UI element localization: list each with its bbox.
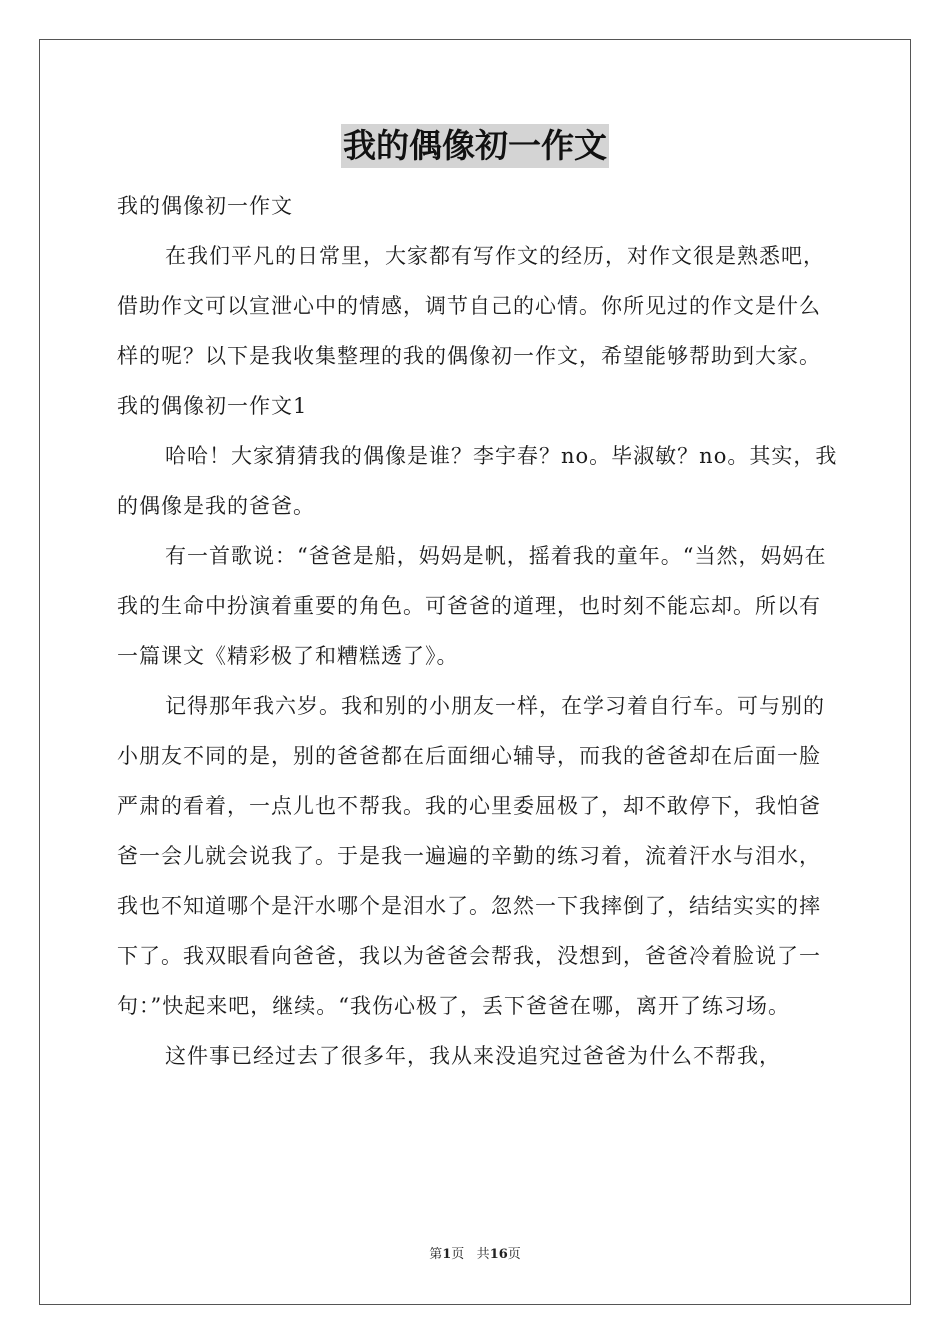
total-pages-number: 16	[489, 1247, 508, 1262]
current-page-number: 1	[442, 1247, 452, 1262]
footer-total-suffix: 页	[507, 1247, 521, 1262]
subtitle: 我的偶像初一作文	[117, 194, 293, 218]
body-paragraph: 哈哈！大家猜猜我的偶像是谁？李宇春？no。毕淑敏？no。其实，我的偶像是我的爸爸。	[117, 444, 838, 518]
document-body	[117, 181, 841, 1081]
footer-page-word: 页	[451, 1247, 465, 1262]
body-paragraph: 有一首歌说：“爸爸是船，妈妈是帆，摇着我的童年。“当然，妈妈在我的生命中扮演着重要的角色。可爸爸的道理，也时刻不能忘却。所以有一篇课文《精彩极了和糟糕透了》。	[117, 544, 827, 668]
body-paragraph: 记得那年我六岁。我和别的小朋友一样，在学习着自行车。可与别的小朋友不同的是，别的爸爸都在后面细心辅导，而我的爸爸却在后面一脸严肃的看着，一点儿也不帮我。我的心里委屈极了，却不敢停下，我怕爸爸一会儿就会说我了。于是我一遍遍的辛勤的练习着，流着汗水与泪水，我也不知道哪个是汗水哪个是泪水了。忽然一下我摔倒了，结结实实的摔下了。我双眼看向爸爸，我以为爸爸会帮我，没想到，爸爸冷着脸说了一句：”快起来吧，继续。“我伤心极了，丢下爸爸在哪，离开了练习场。	[117, 694, 825, 1018]
footer-total-prefix: 共	[476, 1247, 490, 1262]
page-footer	[0, 1246, 950, 1264]
body-paragraph: 这件事已经过去了很多年，我从来没追究过爸爸为什么不帮我，	[165, 1044, 781, 1068]
document-title: 我的偶像初一作文	[341, 124, 609, 168]
footer-prefix: 第	[429, 1247, 443, 1262]
title-container	[0, 124, 950, 168]
section-heading: 我的偶像初一作文1	[117, 394, 308, 418]
intro-paragraph: 在我们平凡的日常里，大家都有写作文的经历，对作文很是熟悉吧，借助作文可以宣泄心中的情感，调节自己的心情。你所见过的作文是什么样的呢？以下是我收集整理的我的偶像初一作文，希望能够帮助到大家。	[117, 244, 825, 368]
